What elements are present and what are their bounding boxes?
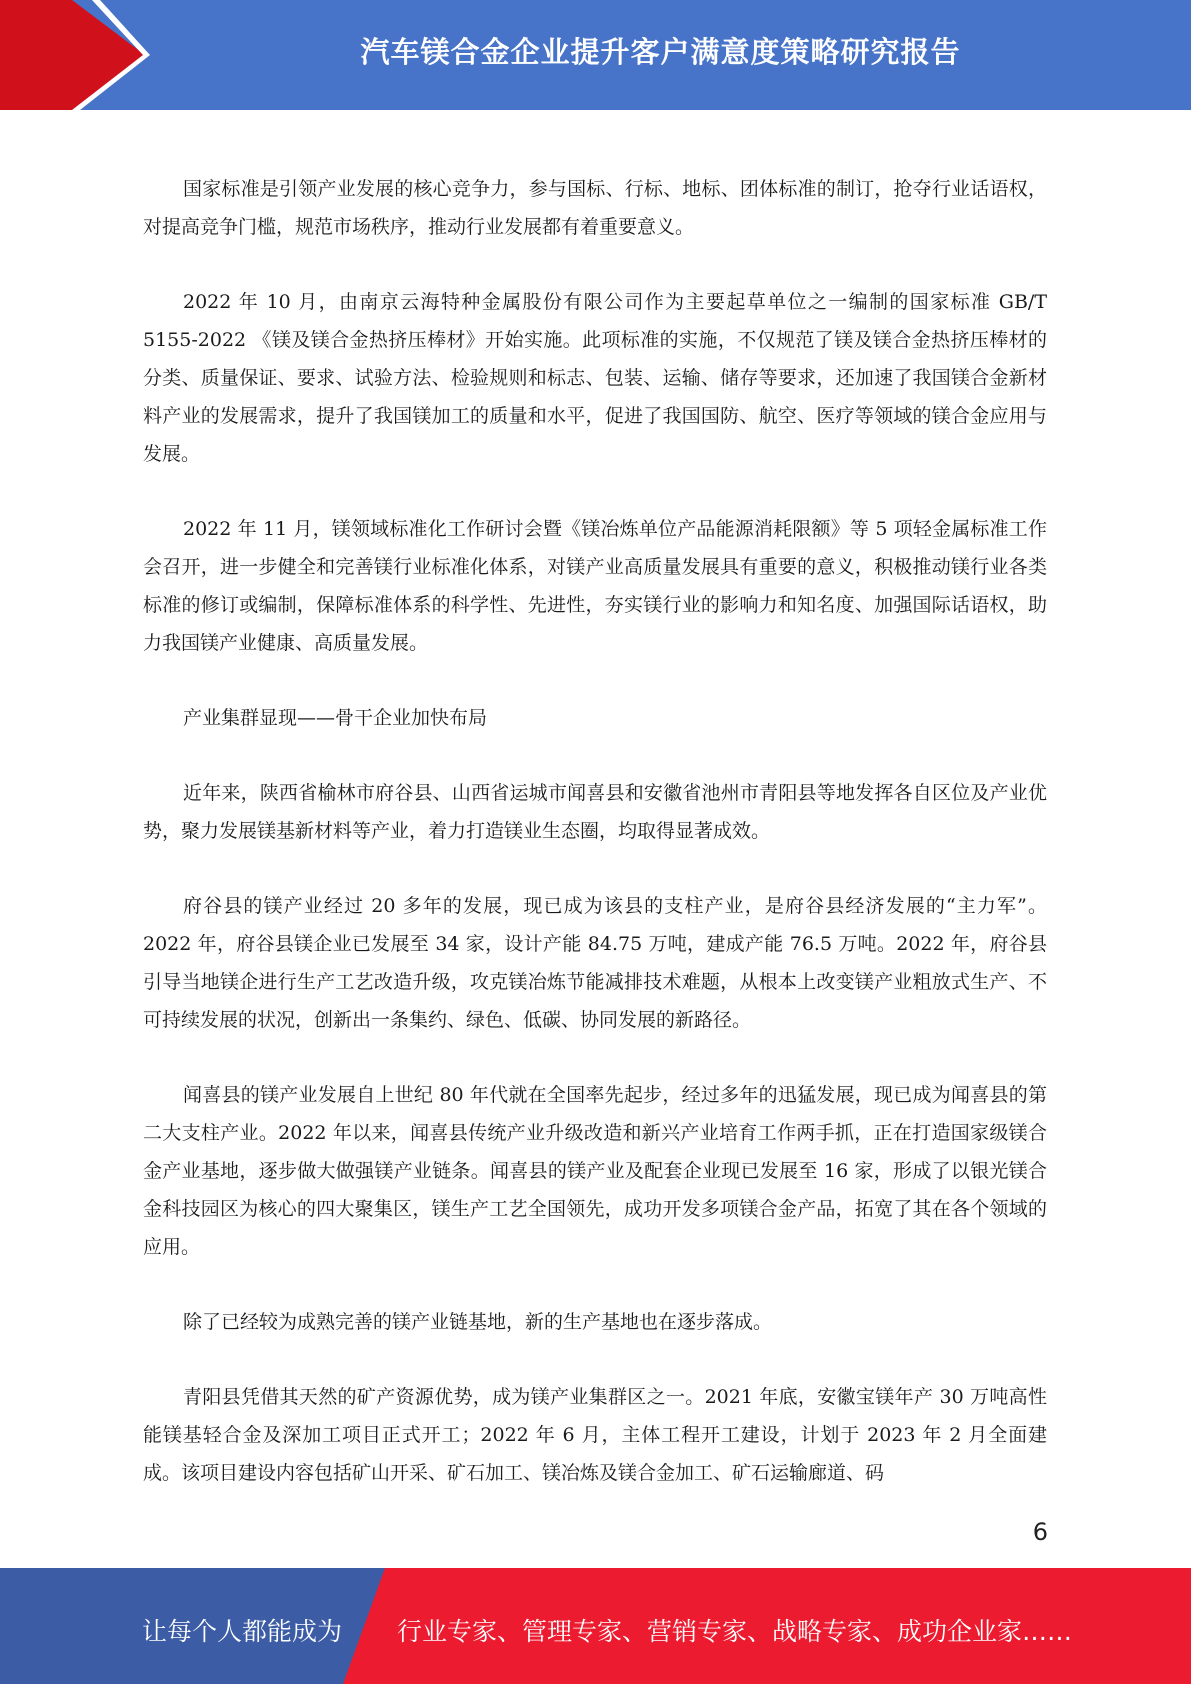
- page-header: [0, 0, 1191, 110]
- footer-slogan-right: 行业专家、管理专家、营销专家、战略专家、成功企业家……: [397, 1617, 1073, 1646]
- footer-slogan-left: 让每个人都能成为: [142, 1617, 343, 1646]
- paragraph: 2022 年 10 月，由南京云海特种金属股份有限公司作为主要起草单位之一编制的国家标准 GB/T 5155-2022 《镁及镁合金热挤压棒材》开始实施。此项标准的实施，不仅规范了镁及镁合金热挤压棒材的分类、质量保证、要求、试验方法、检验规则和标志、包装、运输、储存等要求，还加速了我国镁合金新材料产业的发展需求，提升了我国镁加工的质量和水平，促进了我国国防、航空、医疗等领域的镁合金应用与发展。: [143, 291, 1047, 465]
- paragraph: 除了已经较为成熟完善的镁产业链基地，新的生产基地也在逐步落成。: [183, 1311, 773, 1333]
- paragraph: 国家标准是引领产业发展的核心竞争力，参与国标、行标、地标、团体标准的制订，抢夺行业话语权，对提高竞争门槛，规范市场秩序，推动行业发展都有着重要意义。: [143, 178, 1047, 238]
- paragraph: 闻喜县的镁产业发展自上世纪 80 年代就在全国率先起步，经过多年的迅猛发展，现已成为闻喜县的第二大支柱产业。2022 年以来，闻喜县传统产业升级改造和新兴产业培育工作两手抓，正在打造国家级镁合金产业基地，逐步做大做强镁产业链条。闻喜县的镁产业及配套企业现已发展至 16 家，形成了以银光镁合金科技园区为核心的四大聚集区，镁生产工艺全国领先，成功开发多项镁合金产品，拓宽了其在各个领域的应用。: [143, 1084, 1047, 1258]
- header-red-arrow: [0, 0, 145, 110]
- page-number: 6: [1032, 1518, 1048, 1546]
- section-heading: 产业集群显现——骨干企业加快布局: [183, 707, 488, 729]
- paragraph: 2022 年 11 月，镁领域标准化工作研讨会暨《镁冶炼单位产品能源消耗限额》等 5 项轻金属标准工作会召开，进一步健全和完善镁行业标准化体系，对镁产业高质量发展具有重要的意义，积极推动镁行业各类标准的修订或编制，保障标准体系的科学性、先进性，夯实镁行业的影响力和知名度、加强国际话语权，助力我国镁产业健康、高质量发展。: [143, 518, 1047, 654]
- paragraph: 青阳县凭借其天然的矿产资源优势，成为镁产业集群区之一。2021 年底，安徽宝镁年产 30 万吨高性能镁基轻合金及深加工项目正式开工；2022 年 6 月，主体工程开工建设，计划于 2023 年 2 月全面建成。该项目建设内容包括矿山开采、矿石加工、镁冶炼及镁合金加工、矿石运输廊道、码: [143, 1386, 1047, 1484]
- body-content: [143, 170, 1047, 1529]
- report-title: 汽车镁合金企业提升客户满意度策略研究报告: [360, 35, 961, 69]
- paragraph: 近年来，陕西省榆林市府谷县、山西省运城市闻喜县和安徽省池州市青阳县等地发挥各自区位及产业优势，聚力发展镁基新材料等产业，着力打造镁业生态圈，均取得显著成效。: [143, 782, 1047, 842]
- paragraph: 府谷县的镁产业经过 20 多年的发展，现已成为该县的支柱产业，是府谷县经济发展的“主力军”。2022 年，府谷县镁企业已发展至 34 家，设计产能 84.75 万吨，建成产能 76.5 万吨。2022 年，府谷县引导当地镁企进行生产工艺改造升级，攻克镁冶炼节能减排技术难题，从根本上改变镁产业粗放式生产、不可持续发展的状况，创新出一条集约、绿色、低碳、协同发展的新路径。: [143, 895, 1047, 1031]
- page-footer: [0, 1568, 1191, 1684]
